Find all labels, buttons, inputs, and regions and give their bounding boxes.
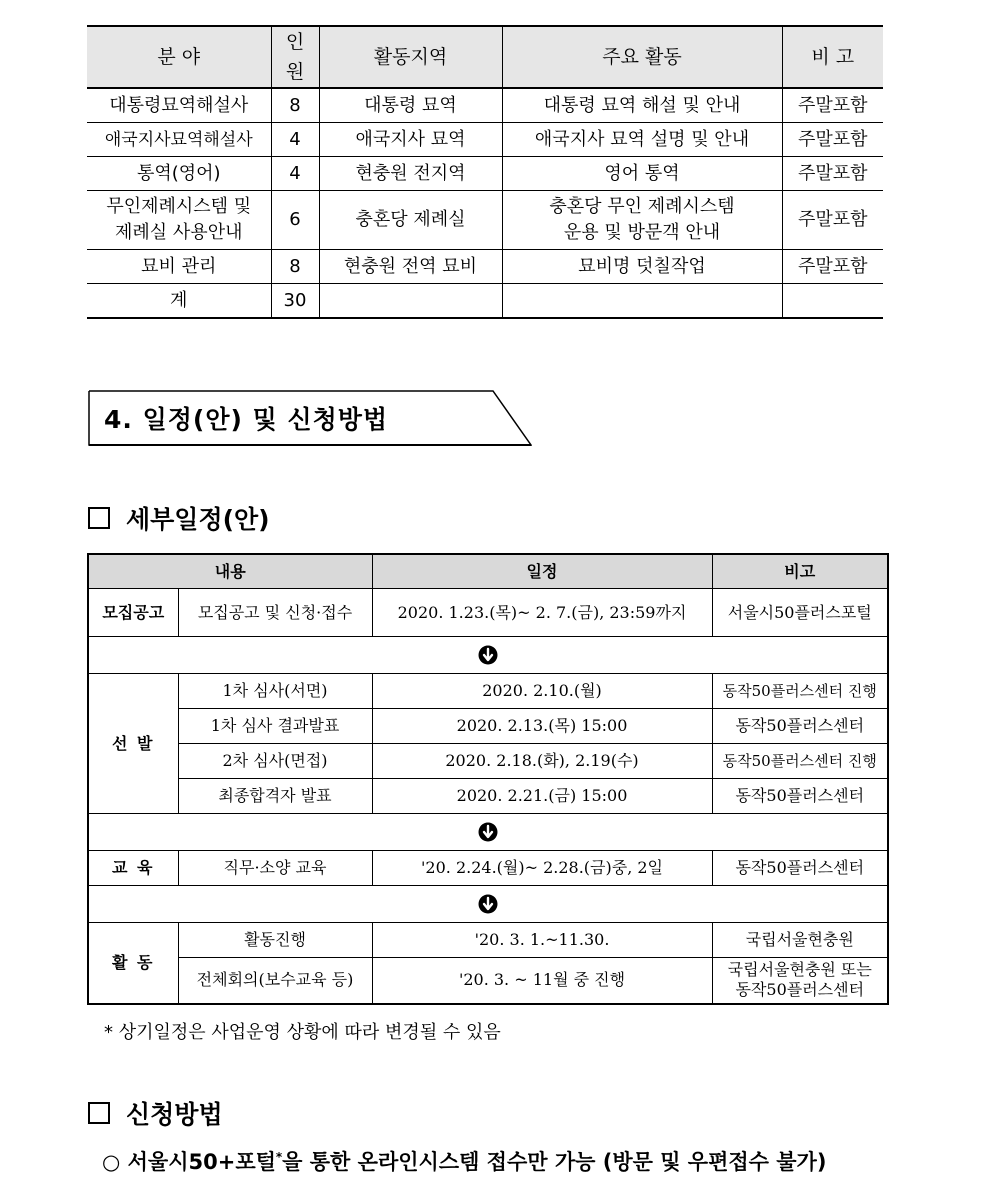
cell-activity: 묘비명 덧칠작업 (502, 250, 782, 284)
footnote-marker: * (275, 1150, 283, 1164)
recruit-category: 모집공고 (88, 589, 178, 637)
cell-activity: 영어 통역 (502, 157, 782, 191)
volunteer-roles-table (87, 25, 883, 319)
selection-note: 동작50플러스센터 진행 (712, 674, 888, 709)
schedule-table (87, 553, 889, 1005)
activity-date: '20. 3. ~ 11월 중 진행 (372, 958, 712, 1004)
cell-field: 애국지사묘역해설사 (87, 123, 271, 157)
activity-category: 활 동 (88, 923, 178, 1004)
selection-item: 1차 심사 결과발표 (178, 709, 372, 744)
cell-activity: 애국지사 묘역 설명 및 안내 (502, 123, 782, 157)
section-4-title: 4. 일정(안) 및 신청방법 (104, 405, 389, 434)
header-people (271, 26, 319, 88)
cell-field: 통역(영어) (87, 157, 271, 191)
education-note: 동작50플러스센터 (712, 851, 888, 886)
flow-arrow-row (88, 814, 888, 851)
activity-note: 국립서울현충원 (712, 923, 888, 958)
header-field: 분 야 (87, 26, 271, 88)
circle-bullet-icon: ○ (102, 1150, 121, 1174)
table-row (87, 250, 883, 284)
square-checkbox-icon (88, 1102, 110, 1124)
activity-item: 전체회의(보수교육 등) (178, 958, 372, 1004)
cell-people: 8 (271, 250, 319, 284)
application-heading-text: 신청방법 (126, 1100, 223, 1129)
header-people-line2: 원 (285, 61, 305, 83)
cell-area: 현충원 전지역 (319, 157, 502, 191)
cell-field-line2: 제례실 사용안내 (115, 222, 243, 243)
down-arrow-circle-icon (478, 894, 498, 914)
cell-area: 현충원 전역 묘비 (319, 250, 502, 284)
schedule-header-row (88, 554, 888, 589)
selection-note: 동작50플러스센터 진행 (712, 744, 888, 779)
selection-note: 동작50플러스센터 (712, 779, 888, 814)
table-row (87, 123, 883, 157)
cell-activity-line2: 운용 및 방문객 안내 (563, 222, 721, 243)
section-4-header (88, 390, 532, 445)
education-category: 교 육 (88, 851, 178, 886)
selection-date: 2020. 2.18.(화), 2.19(수) (372, 744, 712, 779)
selection-item: 최종합격자 발표 (178, 779, 372, 814)
education-item: 직무·소양 교육 (178, 851, 372, 886)
cell-field: 대통령묘역해설사 (87, 88, 271, 123)
table-row (88, 923, 888, 958)
cell-people: 6 (271, 191, 319, 250)
cell-note: 주말포함 (782, 191, 883, 250)
activity-note-line1: 국립서울현충원 또는 (727, 960, 872, 980)
table-row (88, 589, 888, 637)
recruit-date: 2020. 1.23.(목)~ 2. 7.(금), 23:59까지 (372, 589, 712, 637)
total-row (87, 284, 883, 319)
activity-date: '20. 3. 1.~11.30. (372, 923, 712, 958)
selection-date: 2020. 2.10.(월) (372, 674, 712, 709)
cell-people: 8 (271, 88, 319, 123)
table-row (88, 709, 888, 744)
schedule-heading-text: 세부일정(안) (126, 505, 270, 534)
cell-activity (502, 191, 782, 250)
table-row (88, 744, 888, 779)
selection-item: 1차 심사(서면) (178, 674, 372, 709)
flow-arrow-row (88, 637, 888, 674)
cell-note: 주말포함 (782, 157, 883, 191)
cell-field-line1: 무인제례시스템 및 (106, 196, 252, 217)
down-arrow-circle-icon (478, 822, 498, 842)
selection-date: 2020. 2.13.(목) 15:00 (372, 709, 712, 744)
cell-people: 4 (271, 123, 319, 157)
cell-note: 주말포함 (782, 250, 883, 284)
cell-note: 주말포함 (782, 88, 883, 123)
header-people-line1: 인 (285, 31, 305, 53)
selection-category: 선 발 (88, 674, 178, 814)
header-area: 활동지역 (319, 26, 502, 88)
total-value: 30 (271, 284, 319, 319)
table-row (87, 157, 883, 191)
recruit-item: 모집공고 및 신청·접수 (178, 589, 372, 637)
activity-note-line2: 동작50플러스센터 (735, 980, 865, 1000)
selection-date: 2020. 2.21.(금) 15:00 (372, 779, 712, 814)
down-arrow-circle-icon (478, 645, 498, 665)
application-heading (88, 1095, 223, 1131)
header-date: 일정 (372, 554, 712, 589)
table-row (87, 191, 883, 250)
selection-item: 2차 심사(면접) (178, 744, 372, 779)
bullet-text-after: 을 통한 온라인시스템 접수만 가능 (방문 및 우편접수 불가) (282, 1150, 827, 1174)
header-note: 비 고 (782, 26, 883, 88)
schedule-footnote: * 상기일정은 사업운영 상황에 따라 변경될 수 있음 (104, 1022, 501, 1043)
cell-area: 대통령 묘역 (319, 88, 502, 123)
bullet-text-before: 서울시50+포털 (127, 1150, 276, 1174)
application-bullet (102, 1146, 826, 1176)
flow-arrow-row (88, 886, 888, 923)
total-label: 계 (87, 284, 271, 319)
cell-area: 충혼당 제례실 (319, 191, 502, 250)
table-row (87, 88, 883, 123)
education-date: '20. 2.24.(월)~ 2.28.(금)중, 2일 (372, 851, 712, 886)
activity-item: 활동진행 (178, 923, 372, 958)
cell-field (87, 191, 271, 250)
cell-field: 묘비 관리 (87, 250, 271, 284)
schedule-heading (88, 500, 270, 536)
header-note: 비고 (712, 554, 888, 589)
activity-note (712, 958, 888, 1004)
table-header-row (87, 26, 883, 88)
selection-note: 동작50플러스센터 (712, 709, 888, 744)
recruit-note: 서울시50플러스포털 (712, 589, 888, 637)
header-activity: 주요 활동 (502, 26, 782, 88)
cell-area: 애국지사 묘역 (319, 123, 502, 157)
table-row (88, 779, 888, 814)
cell-activity: 대통령 묘역 해설 및 안내 (502, 88, 782, 123)
cell-activity-line1: 충혼당 무인 제례시스템 (549, 196, 735, 217)
cell-note: 주말포함 (782, 123, 883, 157)
header-content: 내용 (88, 554, 372, 589)
cell-people: 4 (271, 157, 319, 191)
square-checkbox-icon (88, 507, 110, 529)
table-row (88, 851, 888, 886)
table-row (88, 674, 888, 709)
table-row (88, 958, 888, 1004)
